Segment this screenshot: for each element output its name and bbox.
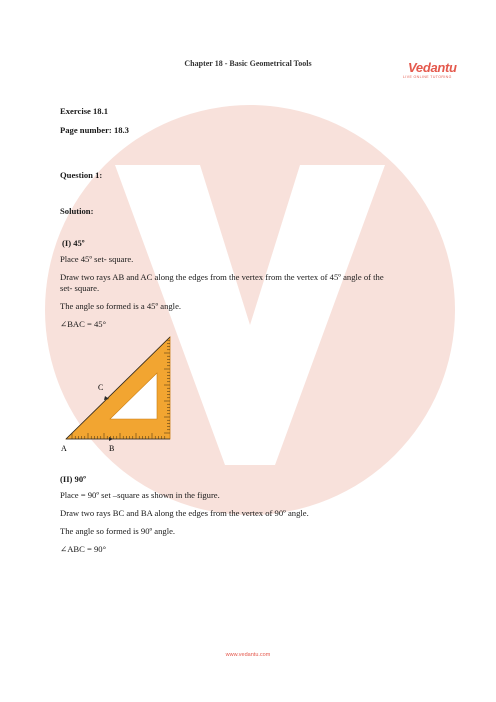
exercise-label: Exercise 18.1 xyxy=(60,106,109,116)
part2-line3: The angle so formed is 90º angle. xyxy=(60,526,176,536)
label-c: C xyxy=(98,383,104,392)
label-b: B xyxy=(109,444,115,453)
part2-line2: Draw two rays BC and BA along the edges from the vertex of 90º angle. xyxy=(60,508,309,518)
page-number-label: Page number: 18.3 xyxy=(60,125,129,135)
part2-result: ∠ABC = 90° xyxy=(60,544,107,554)
part1-line2: Draw two rays AB and AC along the edges from the vertex from the vertex of 45º angle of the xyxy=(60,272,384,282)
part1-result: ∠BAC = 45° xyxy=(60,319,107,329)
logo-wordmark: Vedantu xyxy=(408,60,457,75)
part1-line3: set- square. xyxy=(60,283,100,293)
part2-line1: Place = 90º set –square as shown in the figure. xyxy=(60,490,220,500)
logo-tagline: LIVE ONLINE TUTORING xyxy=(403,75,452,79)
question-label: Question 1: xyxy=(60,170,103,180)
label-a: A xyxy=(61,444,67,453)
part1-line1: Place 45º set- square. xyxy=(60,254,134,264)
part1-line4: The angle so formed is a 45º angle. xyxy=(60,301,182,311)
chapter-title: Chapter 18 - Basic Geometrical Tools xyxy=(184,59,312,68)
part2-heading: (II) 90º xyxy=(60,474,86,484)
set-square-figure xyxy=(58,333,178,455)
part1-heading: (I) 45º xyxy=(62,238,85,248)
footer-url[interactable]: www.vedantu.com xyxy=(225,652,271,658)
solution-label: Solution: xyxy=(60,206,94,216)
